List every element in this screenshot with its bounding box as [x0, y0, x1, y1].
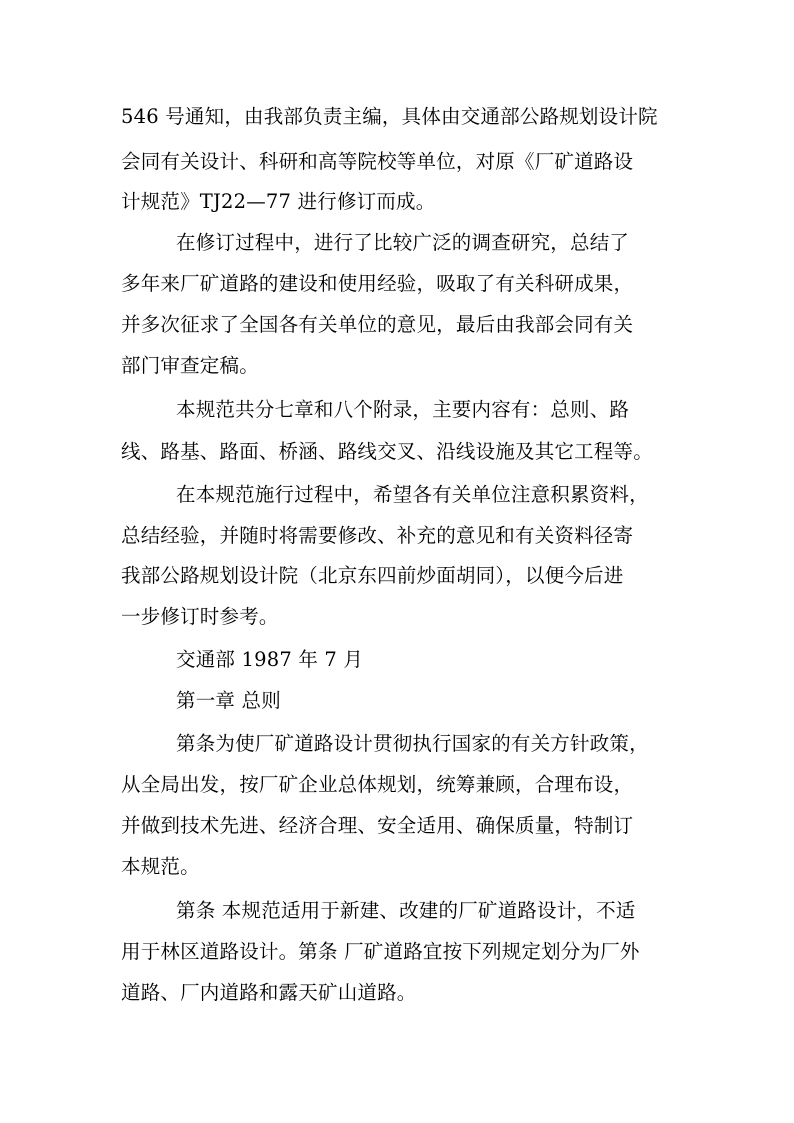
text-line: 本规范。: [121, 855, 200, 878]
text-line: 线、路基、路面、桥涵、路线交叉、沿线设施及其它工程等。: [121, 440, 653, 463]
text-line: 道路、厂内道路和露天矿山道路。: [121, 981, 417, 1004]
text-line: 并多次征求了全国各有关单位的意见，最后由我部会同有关: [121, 313, 634, 336]
text-line: 多年来厂矿道路的建设和使用经验，吸取了有关科研成果，: [121, 272, 634, 295]
text-line: 在本规范施行过程中，希望各有关单位注意积累资料，: [176, 483, 649, 506]
text-line: 部门审查定稿。: [121, 354, 259, 377]
date-line: 交通部 1987 年 7 月: [176, 648, 364, 671]
text-line: 一步修订时参考。: [121, 605, 279, 628]
text-line: 第条 本规范适用于新建、改建的厂矿道路设计，不适: [176, 899, 636, 922]
text-line: 用于林区道路设计。第条 厂矿道路宜按下列规定划分为厂外: [121, 940, 640, 963]
text-line: 会同有关设计、科研和高等院校等单位，对原《厂矿道路设: [121, 150, 634, 173]
text-line: 本规范共分七章和八个附录，主要内容有：总则、路: [176, 398, 630, 421]
text-line: 第条为使厂矿道路设计贯彻执行国家的有关方针政策，: [176, 732, 649, 755]
text-line: 总结经验，并随时将需要修改、补充的意见和有关资料径寄: [121, 524, 634, 547]
text-line: 并做到技术先进、经济合理、安全适用、确保质量，特制订: [121, 814, 634, 837]
text-line: 从全局出发，按厂矿企业总体规划，统筹兼顾，合理布设，: [121, 773, 634, 796]
text-line: 计规范》TJ22—77 进行修订而成。: [121, 190, 436, 213]
text-line: 在修订过程中，进行了比较广泛的调查研究，总结了: [176, 231, 630, 254]
text-line: 546 号通知，由我部负责主编，具体由交通部公路规划设计院: [121, 105, 658, 128]
text-line: 我部公路规划设计院（北京东四前炒面胡同），以便今后进: [121, 564, 624, 587]
chapter-heading: 第一章 总则: [176, 689, 281, 712]
